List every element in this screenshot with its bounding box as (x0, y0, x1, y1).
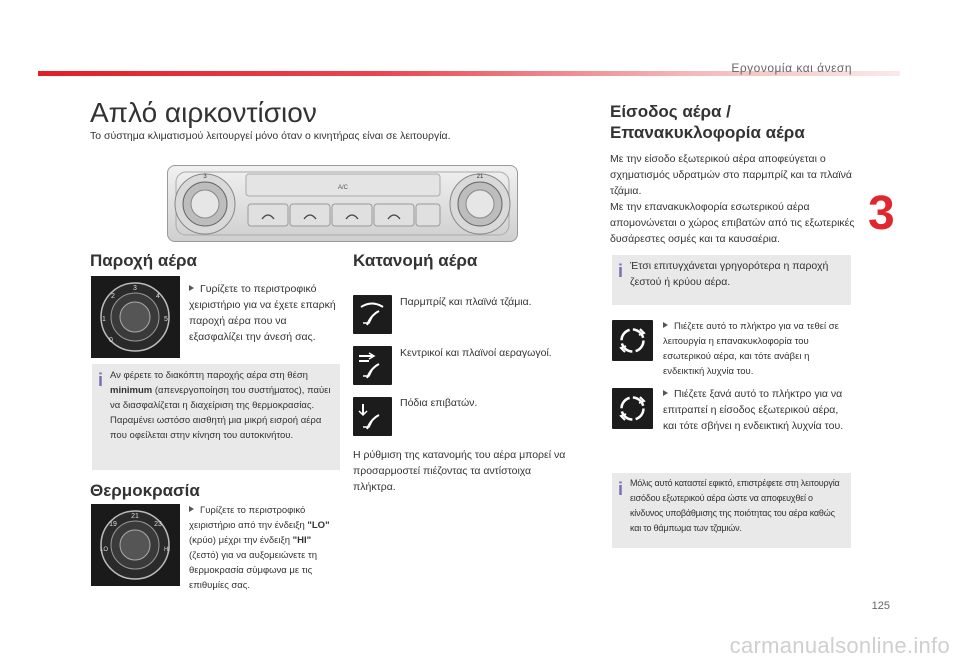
airflow-heading: Παροχή αέρα (90, 251, 197, 270)
fan-dial-icon (91, 276, 180, 358)
info-icon: i (618, 479, 624, 499)
page-number: 125 (871, 600, 890, 612)
temperature-dial (450, 174, 510, 234)
airflow-info-text: Αν φέρετε το διακόπτη παροχής αέρα στη θέση minimum (απενεργοποίηση του συστήματος), παύει να διασφαλίζεται η διαχείριση της θερμοκρασίας. Παραμένει ωστόσο αισθητή μια μικρή εισροή αέρα που οφείλεται στην κίνηση του αυτοκινήτου. (110, 370, 331, 441)
intake-info-box (612, 255, 851, 305)
temperature-heading: Θερμοκρασία (90, 481, 200, 500)
info-icon: i (98, 370, 104, 390)
airflow-text: Γυρίζετε το περιστροφικό χειριστήριο για να έχετε επαρκή παροχή αέρα που να εξασφαλίζει την άνεσή σας. (189, 283, 336, 343)
recirculation-step-off: Πιέζετε ξανά αυτό το πλήκτρο για να επιτραπεί η είσοδος εξωτερικού αέρα, και τότε σβήνει η ενδεικτική λυχνία του. (663, 388, 844, 432)
recirculation-icon-2 (612, 388, 653, 429)
intake-warning-box (612, 473, 851, 548)
footwell-icon (353, 397, 392, 436)
distribution-item-vents: Κεντρικοί και πλαϊνοί αεραγωγοί. (400, 347, 552, 359)
intake-paragraph: Με την είσοδο εξωτερικού αέρα αποφεύγεται ο σχηματισμός υδρατμών στο παρμπρίζ και τα πλαϊνά τζάμια. Με την επανακυκλοφορία εσωτερικού αέρα απομονώνεται ο χώρος επιβατών από τις εξωτερικές δυσάρεστες οσμές και τα καυσαέρια. (610, 153, 855, 245)
temp-dial-lo: LO (99, 547, 109, 553)
fan-dial-2: 2 (111, 293, 115, 300)
intake-heading: Είσοδος αέρα / Επανακυκλοφορία αέρα (610, 102, 805, 142)
temp-dial-hi: HI (164, 547, 170, 553)
face-vents-icon (353, 346, 392, 385)
temperature-text: Γυρίζετε το περιστροφικό χειριστήριο από την ένδειξη "LO" (κρύο) μέχρι την ένδειξη "HI" (ζεστό) για να αυξομειώνετε τη θερμοκρασία σύμφωνα με τις επιθυμίες σας. (189, 505, 330, 591)
fan-dial-1: 1 (102, 316, 106, 323)
section-title: Εργονομία και άνεση (731, 61, 852, 75)
intake-info-text: Έτσι επιτυγχάνεται γρηγορότερα η παροχή ζεστού ή κρύου αέρα. (630, 260, 829, 288)
fan-dial-image (91, 276, 180, 358)
bullet-arrow-icon (663, 390, 668, 396)
airflow-info-box (92, 364, 340, 470)
page-subtitle: Το σύστημα κλιματισμού λειτουργεί μόνο όταν ο κινητήρας είναι σε λειτουργία. (90, 130, 451, 142)
distribution-item-feet: Πόδια επιβατών. (400, 397, 478, 409)
page-title: Απλό αιρκοντίσιον (90, 97, 317, 128)
distribution-note: Η ρύθμιση της κατανομής του αέρα μπορεί να προσαρμοστεί πιέζοντας τα αντίστοιχα πλήκτρα. (353, 449, 566, 493)
fan-speed-dial (175, 174, 235, 234)
intake-warning-text: Μόλις αυτό καταστεί εφικτό, επιστρέφετε στη λειτουργία εισόδου εξωτερικού αέρα ώστε να αποφευχθεί ο κίνδυνος υποβάθμισης της ποιότητας του αέρα καθώς και το θάμπωμα των τζαμιών. (630, 478, 840, 533)
distribution-item-windscreen: Παρμπρίζ και πλαϊνά τζάμια. (400, 296, 532, 308)
bullet-arrow-icon (189, 506, 194, 512)
distribution-heading: Κατανομή αέρα (353, 251, 478, 270)
chapter-number: 3 (868, 187, 895, 240)
fan-dial-label: 3 (203, 174, 207, 180)
recirculation-icon (612, 320, 653, 361)
temperature-dial-icon (91, 504, 180, 586)
recirculation-step-on: Πιέζετε αυτό το πλήκτρο για να τεθεί σε λειτουργία η επανακυκλοφορία του εσωτερικού αέρα, και τότε ανάβει η ενδεικτική λυχνία του. (663, 321, 839, 377)
temp-dial-21: 21 (131, 513, 139, 520)
windscreen-icon (353, 295, 392, 334)
control-panel-illustration (168, 166, 517, 241)
climate-control-panel (167, 165, 518, 242)
bullet-arrow-icon (663, 322, 668, 328)
watermark: carmanualsonline.info (729, 633, 950, 658)
ac-label: A/C (337, 185, 349, 191)
fan-dial-0: 0 (109, 337, 113, 344)
temperature-dial-image (91, 504, 180, 586)
bullet-arrow-icon (189, 285, 194, 291)
temp-dial-23: 23 (154, 521, 162, 528)
temp-dial-label: 21 (476, 174, 484, 180)
temp-dial-19: 19 (109, 521, 117, 528)
fan-dial-5: 5 (164, 316, 168, 323)
info-icon: i (618, 261, 624, 281)
fan-dial-3: 3 (133, 285, 137, 292)
fan-dial-4: 4 (156, 293, 160, 300)
